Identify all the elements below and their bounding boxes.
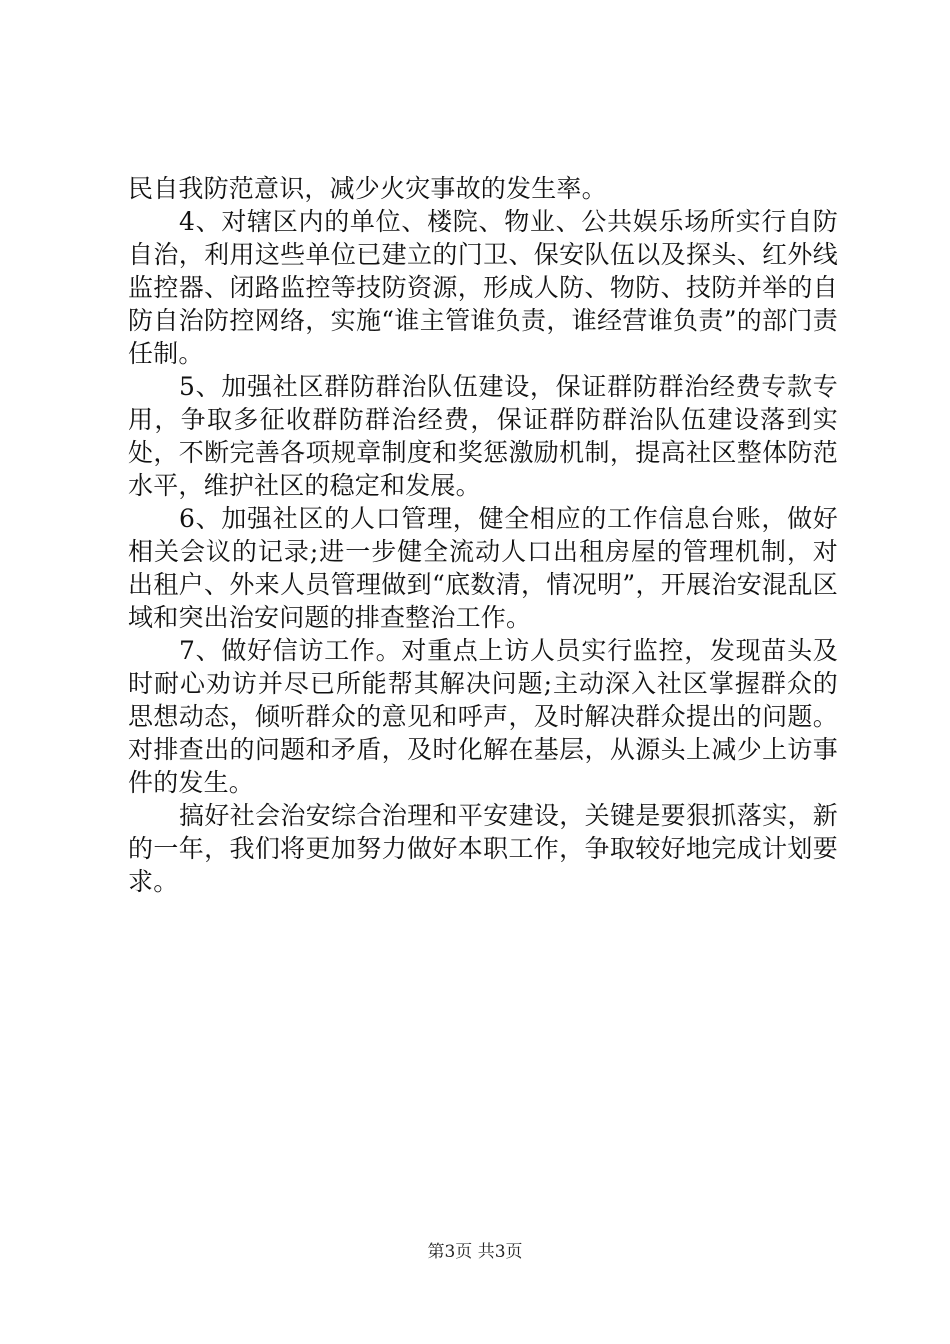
- paragraph-item-5: 5、加强社区群防群治队伍建设，保证群防群治经费专款专用，争取多征收群防群治经费，保证群防群治队伍建设落到实处，不断完善各项规章制度和奖惩激励机制，提高社区整体防范水平，维护社区的稳定和发展。: [128, 372, 838, 500]
- document-body: [128, 172, 838, 898]
- paragraph-conclusion: 搞好社会治安综合治理和平安建设，关键是要狠抓落实，新的一年，我们将更加努力做好本职工作，争取较好地完成计划要求。: [128, 801, 838, 896]
- paragraph-continuation: 民自我防范意识，减少火灾事故的发生率。: [128, 174, 607, 203]
- paragraph-item-7: 7、做好信访工作。对重点上访人员实行监控，发现苗头及时耐心劝访并尽已所能帮其解决问题;主动深入社区掌握群众的思想动态，倾听群众的意见和呼声，及时解决群众提出的问题。对排查出的问题和矛盾，及时化解在基层，从源头上减少上访事件的发生。: [128, 636, 838, 797]
- page-number-footer: 第3页 共3页: [427, 1242, 523, 1262]
- paragraph-item-4: 4、对辖区内的单位、楼院、物业、公共娱乐场所实行自防自治，利用这些单位已建立的门卫、保安队伍以及探头、红外线监控器、闭路监控等技防资源，形成人防、物防、技防并举的自防自治防控网络，实施“谁主管谁负责，谁经营谁负责”的部门责任制。: [128, 207, 838, 368]
- paragraph-item-6: 6、加强社区的人口管理，健全相应的工作信息台账，做好相关会议的记录;进一步健全流动人口出租房屋的管理机制，对出租户、外来人员管理做到“底数清，情况明”，开展治安混乱区域和突出治安问题的排查整治工作。: [128, 504, 838, 632]
